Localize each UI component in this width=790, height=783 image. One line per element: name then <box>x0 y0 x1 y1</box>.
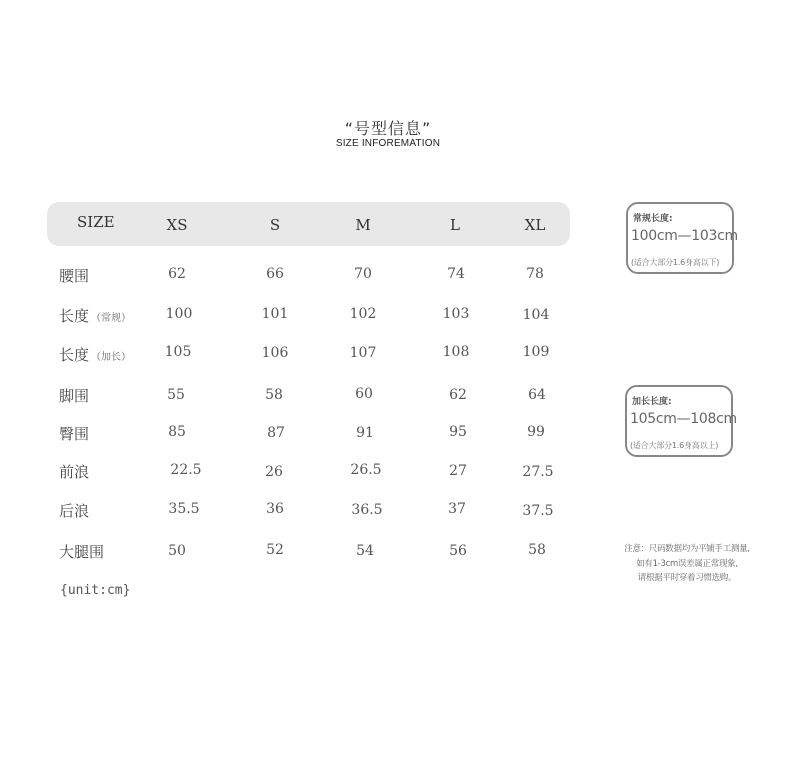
row-label-text: 长度 <box>59 346 90 364</box>
card-range: 105cm—108cm <box>630 411 737 427</box>
table-cell: 56 <box>449 543 467 559</box>
table-row-label <box>59 305 131 326</box>
header-size-xl: XL <box>524 216 546 234</box>
table-row-label <box>59 423 91 444</box>
page-subtitle: SIZE INFOREMATION <box>335 138 441 149</box>
table-cell: 62 <box>449 387 467 403</box>
table-row-label <box>59 461 91 482</box>
table-cell: 50 <box>168 543 186 559</box>
measurement-remark <box>612 542 762 586</box>
row-label-text: 长度 <box>59 307 90 325</box>
table-cell: 85 <box>168 424 186 440</box>
table-cell: 37 <box>448 501 466 517</box>
table-cell: 54 <box>356 543 374 559</box>
remark-line: 请根据平时穿着习惯选购。 <box>637 573 737 583</box>
table-cell: 66 <box>266 266 284 282</box>
table-row-label <box>59 385 91 406</box>
table-cell: 27 <box>449 463 467 479</box>
table-cell: 74 <box>447 266 465 282</box>
table-row-label <box>59 541 106 562</box>
table-cell: 35.5 <box>168 501 200 517</box>
table-cell: 105 <box>164 344 192 360</box>
table-cell: 55 <box>167 387 185 403</box>
row-label-text: 脚围 <box>59 387 90 405</box>
table-cell: 87 <box>267 425 285 441</box>
table-cell: 107 <box>349 345 377 361</box>
row-label-text: 后浪 <box>59 502 90 520</box>
table-cell: 36 <box>266 501 284 517</box>
row-label-note: （加长） <box>91 352 132 363</box>
table-cell: 102 <box>349 306 377 322</box>
table-cell: 70 <box>354 266 372 282</box>
long-length-card <box>625 385 737 457</box>
table-row-label <box>59 265 91 286</box>
table-cell: 109 <box>522 344 550 360</box>
table-cell: 22.5 <box>170 462 202 478</box>
table-cell: 106 <box>261 345 289 361</box>
card-title: 常规长度: <box>633 214 673 224</box>
table-cell: 36.5 <box>351 502 383 518</box>
remark-line: 如有1-3cm误差属正常现象, <box>636 558 738 569</box>
unit-label: {unit:cm} <box>60 583 131 598</box>
table-cell: 58 <box>265 387 283 403</box>
row-label-text: 臀围 <box>59 425 90 443</box>
table-cell: 26.5 <box>350 462 382 478</box>
table-cell: 37.5 <box>522 503 554 519</box>
table-cell: 101 <box>261 306 289 322</box>
table-cell: 60 <box>355 386 373 402</box>
table-header-bar <box>47 202 570 246</box>
table-cell: 64 <box>528 387 546 403</box>
table-cell: 78 <box>526 266 544 282</box>
table-cell: 108 <box>442 344 470 360</box>
table-cell: 99 <box>527 424 545 440</box>
header-size-m: M <box>355 216 371 234</box>
table-cell: 100 <box>165 306 193 322</box>
header-size-s: S <box>269 216 281 234</box>
table-cell: 27.5 <box>522 464 554 480</box>
table-cell: 91 <box>356 425 374 441</box>
card-note: (适合大部分1.6身高以下) <box>631 258 720 267</box>
table-cell: 103 <box>442 306 470 322</box>
table-row-label <box>59 344 131 365</box>
card-note: (适合大部分1.6身高以上) <box>630 441 719 450</box>
header-size-label: SIZE <box>77 213 115 231</box>
table-cell: 58 <box>528 542 546 558</box>
table-cell: 104 <box>522 307 550 323</box>
row-label-text: 前浪 <box>59 463 90 481</box>
table-row-label <box>59 500 91 521</box>
regular-length-card <box>626 202 738 274</box>
row-label-text: 大腿围 <box>59 543 105 561</box>
card-range: 100cm—103cm <box>631 228 738 244</box>
row-label-note: （常规） <box>91 313 132 324</box>
card-title: 加长长度: <box>632 397 672 407</box>
row-label-text: 腰围 <box>59 267 90 285</box>
remark-line: 注意：尺码数据均为平铺手工测量, <box>624 544 750 554</box>
header-size-l: L <box>450 216 460 234</box>
table-cell: 95 <box>449 424 467 440</box>
page-title: “号型信息” <box>344 119 432 138</box>
table-cell: 62 <box>168 266 186 282</box>
header-size-xs: XS <box>166 216 188 234</box>
table-cell: 52 <box>266 542 284 558</box>
table-cell: 26 <box>265 464 283 480</box>
